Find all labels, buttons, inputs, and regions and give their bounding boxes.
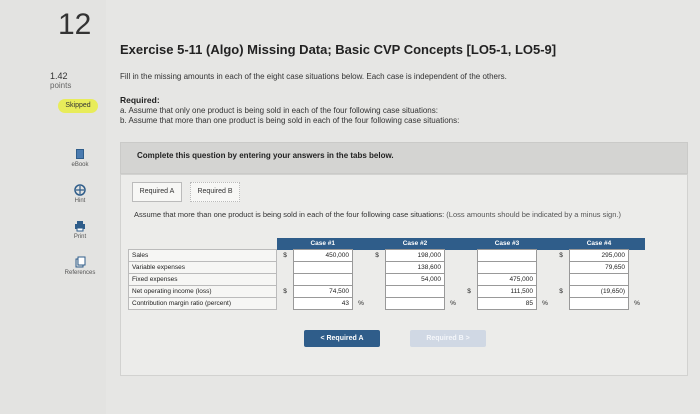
hint-icon <box>74 184 86 196</box>
case2-variable[interactable]: 138,600 <box>386 262 445 274</box>
exercise-title: Exercise 5-11 (Algo) Missing Data; Basic CVP Concepts [LO5-1, LO5-9] <box>120 42 557 57</box>
case2-sales[interactable]: 198,000 <box>386 250 445 262</box>
instruction-text: Complete this question by entering your answers in the tabs below. <box>137 151 394 160</box>
percent-sign: % <box>450 300 456 307</box>
cvp-table <box>128 238 645 310</box>
case1-sales[interactable]: 450,000 <box>294 250 353 262</box>
case3-fixed[interactable]: 475,000 <box>478 274 537 286</box>
case1-noi[interactable]: 74,500 <box>294 286 353 298</box>
currency-sign: $ <box>559 288 563 295</box>
case4-noi[interactable]: (19,650) <box>570 286 629 298</box>
table-header-row <box>129 238 646 250</box>
hint-button[interactable] <box>62 184 98 204</box>
header-case-4: Case #4 <box>553 238 645 250</box>
references-label: References <box>64 270 96 276</box>
case3-cm-ratio[interactable]: 85 <box>478 298 537 310</box>
percent-sign: % <box>358 300 364 307</box>
currency-sign: $ <box>283 252 287 259</box>
case2-cm-ratio-input[interactable] <box>386 298 445 310</box>
question-sidebar <box>0 0 106 414</box>
required-b-text: b. Assume that more than one product is being sold in each of the four following case situations: <box>120 116 460 125</box>
case1-cm-ratio[interactable]: 43 <box>294 298 353 310</box>
print-label: Print <box>73 234 87 240</box>
percent-sign: % <box>542 300 548 307</box>
case2-fixed[interactable]: 54,000 <box>386 274 445 286</box>
table-row <box>129 274 646 286</box>
references-button[interactable] <box>62 256 98 276</box>
instruction-bar <box>120 142 688 174</box>
hint-label: Hint <box>74 198 86 204</box>
required-a-text: a. Assume that only one product is being sold in each of the four following case situations: <box>120 106 438 115</box>
status-badge: Skipped <box>58 99 98 113</box>
next-required-b-button[interactable]: Required B > <box>410 330 486 347</box>
book-icon <box>74 148 86 160</box>
row-label: Variable expenses <box>129 262 277 274</box>
case3-noi[interactable]: 111,500 <box>478 286 537 298</box>
percent-sign: % <box>634 300 640 307</box>
header-case-2: Case #2 <box>369 238 461 250</box>
currency-sign: $ <box>283 288 287 295</box>
printer-icon <box>74 220 86 232</box>
assumption-text <box>134 210 674 220</box>
exercise-intro: Fill in the missing amounts in each of the eight case situations below. Each case is independent of the others. <box>120 72 507 81</box>
question-number: 12 <box>58 8 92 41</box>
row-label: Fixed expenses <box>129 274 277 286</box>
tab-required-b[interactable]: Required B <box>190 182 240 202</box>
case4-variable[interactable]: 79,650 <box>570 262 629 274</box>
ebook-button[interactable] <box>62 148 98 168</box>
row-label: Sales <box>129 250 277 262</box>
table-row <box>129 262 646 274</box>
row-label: Contribution margin ratio (percent) <box>129 298 277 310</box>
currency-sign: $ <box>375 252 379 259</box>
header-case-1: Case #1 <box>277 238 370 250</box>
table-row <box>129 286 646 298</box>
header-case-3: Case #3 <box>461 238 553 250</box>
row-label: Net operating income (loss) <box>129 286 277 298</box>
case4-fixed-input[interactable] <box>570 274 629 286</box>
points-label: points <box>50 81 72 90</box>
tab-required-a[interactable]: Required A <box>132 182 182 202</box>
table-row <box>129 298 646 310</box>
ebook-label: eBook <box>71 162 89 168</box>
assumption-main: Assume that more than one product is being sold in each of the four following case situations: <box>134 210 445 219</box>
assumption-note: (Loss amounts should be indicated by a minus sign.) <box>446 210 621 219</box>
case2-noi-input[interactable] <box>386 286 445 298</box>
case4-cm-ratio-input[interactable] <box>570 298 629 310</box>
case3-variable-input[interactable] <box>478 262 537 274</box>
currency-sign: $ <box>559 252 563 259</box>
print-button[interactable] <box>62 220 98 240</box>
currency-sign: $ <box>467 288 471 295</box>
case1-fixed-input[interactable] <box>294 274 353 286</box>
prev-required-a-button[interactable]: < Required A <box>304 330 380 347</box>
case3-sales-input[interactable] <box>478 250 537 262</box>
references-icon <box>74 256 86 268</box>
required-heading: Required: <box>120 95 160 105</box>
table-row <box>129 250 646 262</box>
case1-variable-input[interactable] <box>294 262 353 274</box>
points-value: 1.42 <box>50 71 68 81</box>
case4-sales[interactable]: 295,000 <box>570 250 629 262</box>
